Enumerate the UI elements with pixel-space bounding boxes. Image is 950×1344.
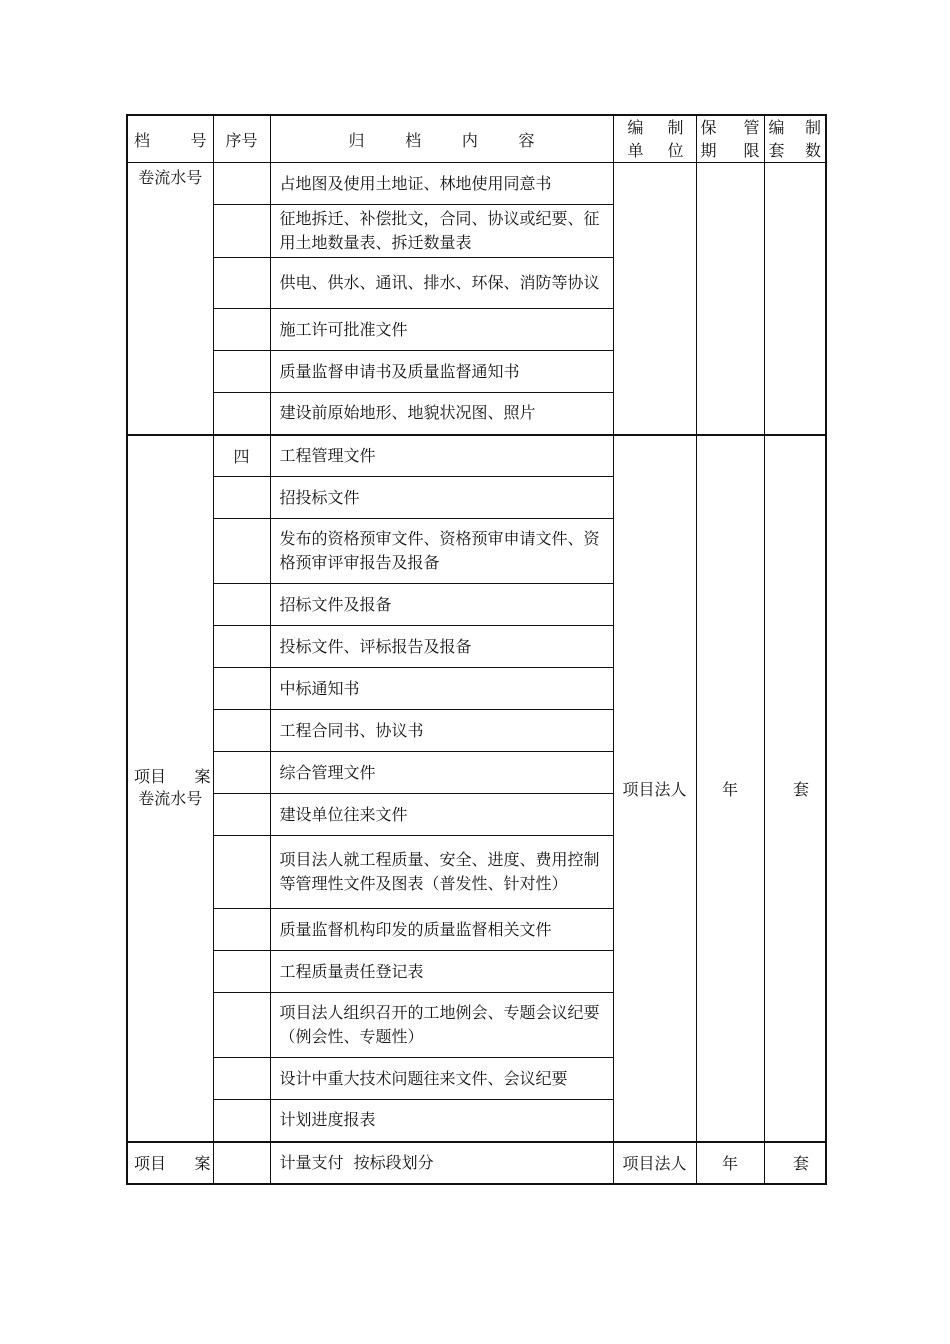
content-cell: 工程合同书、协议书	[270, 710, 613, 752]
content-cell: 投标文件、评标报告及报备	[270, 626, 613, 668]
seq-cell	[213, 351, 270, 393]
section1-unit	[613, 163, 696, 435]
seq-cell	[213, 393, 270, 435]
section1-archive-no: 卷流水号	[127, 163, 213, 435]
seq-cell	[213, 163, 270, 205]
header-row	[127, 115, 826, 163]
header-content: 归 档 内 容	[270, 115, 613, 163]
seq-cell	[213, 309, 270, 351]
content-cell: 施工许可批准文件	[270, 309, 613, 351]
seq-cell	[213, 836, 270, 909]
section2-retention: 年	[696, 435, 764, 1142]
content-cell: 计量支付 按标段划分	[270, 1142, 613, 1184]
content-cell: 供电、供水、通讯、排水、环保、消防等协议	[270, 258, 613, 309]
content-cell: 综合管理文件	[270, 752, 613, 794]
seq-cell	[213, 205, 270, 258]
section1-row	[127, 163, 826, 205]
seq-cell	[213, 668, 270, 710]
content-cell: 项目法人就工程质量、安全、进度、费用控制等管理性文件及图表（普发性、针对性）	[270, 836, 613, 909]
section1-sets	[764, 163, 826, 435]
section3-unit: 项目法人	[613, 1142, 696, 1184]
seq-cell	[213, 710, 270, 752]
section1-retention	[696, 163, 764, 435]
seq-cell: 四	[213, 435, 270, 477]
content-cell: 征地拆迁、补偿批文，合同、协议或纪要、征用土地数量表、拆迁数量表	[270, 205, 613, 258]
content-cell: 计划进度报表	[270, 1100, 613, 1142]
archive-catalog-table	[126, 114, 827, 1185]
header-unit: 编 制 单 位	[613, 115, 696, 163]
content-cell: 工程质量责任登记表	[270, 951, 613, 993]
content-cell: 占地图及使用土地证、林地使用同意书	[270, 163, 613, 205]
content-cell: 建设前原始地形、地貌状况图、照片	[270, 393, 613, 435]
section3-sets: 套	[764, 1142, 826, 1184]
section2-archive-no: 项目 案 卷流水号	[127, 435, 213, 1142]
seq-cell	[213, 258, 270, 309]
content-cell: 项目法人组织召开的工地例会、专题会议纪要（例会性、专题性）	[270, 993, 613, 1058]
seq-cell	[213, 519, 270, 584]
section3-row	[127, 1142, 826, 1184]
content-cell: 发布的资格预审文件、资格预审申请文件、资格预审评审报告及报备	[270, 519, 613, 584]
section2-unit: 项目法人	[613, 435, 696, 1142]
content-cell: 招标文件及报备	[270, 584, 613, 626]
seq-cell	[213, 794, 270, 836]
seq-cell	[213, 951, 270, 993]
seq-cell	[213, 477, 270, 519]
header-seq: 序号	[213, 115, 270, 163]
seq-cell	[213, 1100, 270, 1142]
seq-cell	[213, 909, 270, 951]
seq-cell	[213, 626, 270, 668]
seq-cell	[213, 993, 270, 1058]
section2-sets: 套	[764, 435, 826, 1142]
section2-row	[127, 435, 826, 477]
section3-archive-no: 项目 案	[127, 1142, 213, 1184]
seq-cell	[213, 752, 270, 794]
header-sets: 编 制 套 数	[764, 115, 826, 163]
section3-retention: 年	[696, 1142, 764, 1184]
content-cell: 质量监督机构印发的质量监督相关文件	[270, 909, 613, 951]
content-cell: 质量监督申请书及质量监督通知书	[270, 351, 613, 393]
content-cell: 中标通知书	[270, 668, 613, 710]
seq-cell	[213, 584, 270, 626]
seq-cell	[213, 1142, 270, 1184]
content-cell: 工程管理文件	[270, 435, 613, 477]
header-archive-no: 档 号	[127, 115, 213, 163]
content-cell: 建设单位往来文件	[270, 794, 613, 836]
seq-cell	[213, 1058, 270, 1100]
content-cell: 招投标文件	[270, 477, 613, 519]
content-cell: 设计中重大技术问题往来文件、会议纪要	[270, 1058, 613, 1100]
header-retention: 保 管 期 限	[696, 115, 764, 163]
